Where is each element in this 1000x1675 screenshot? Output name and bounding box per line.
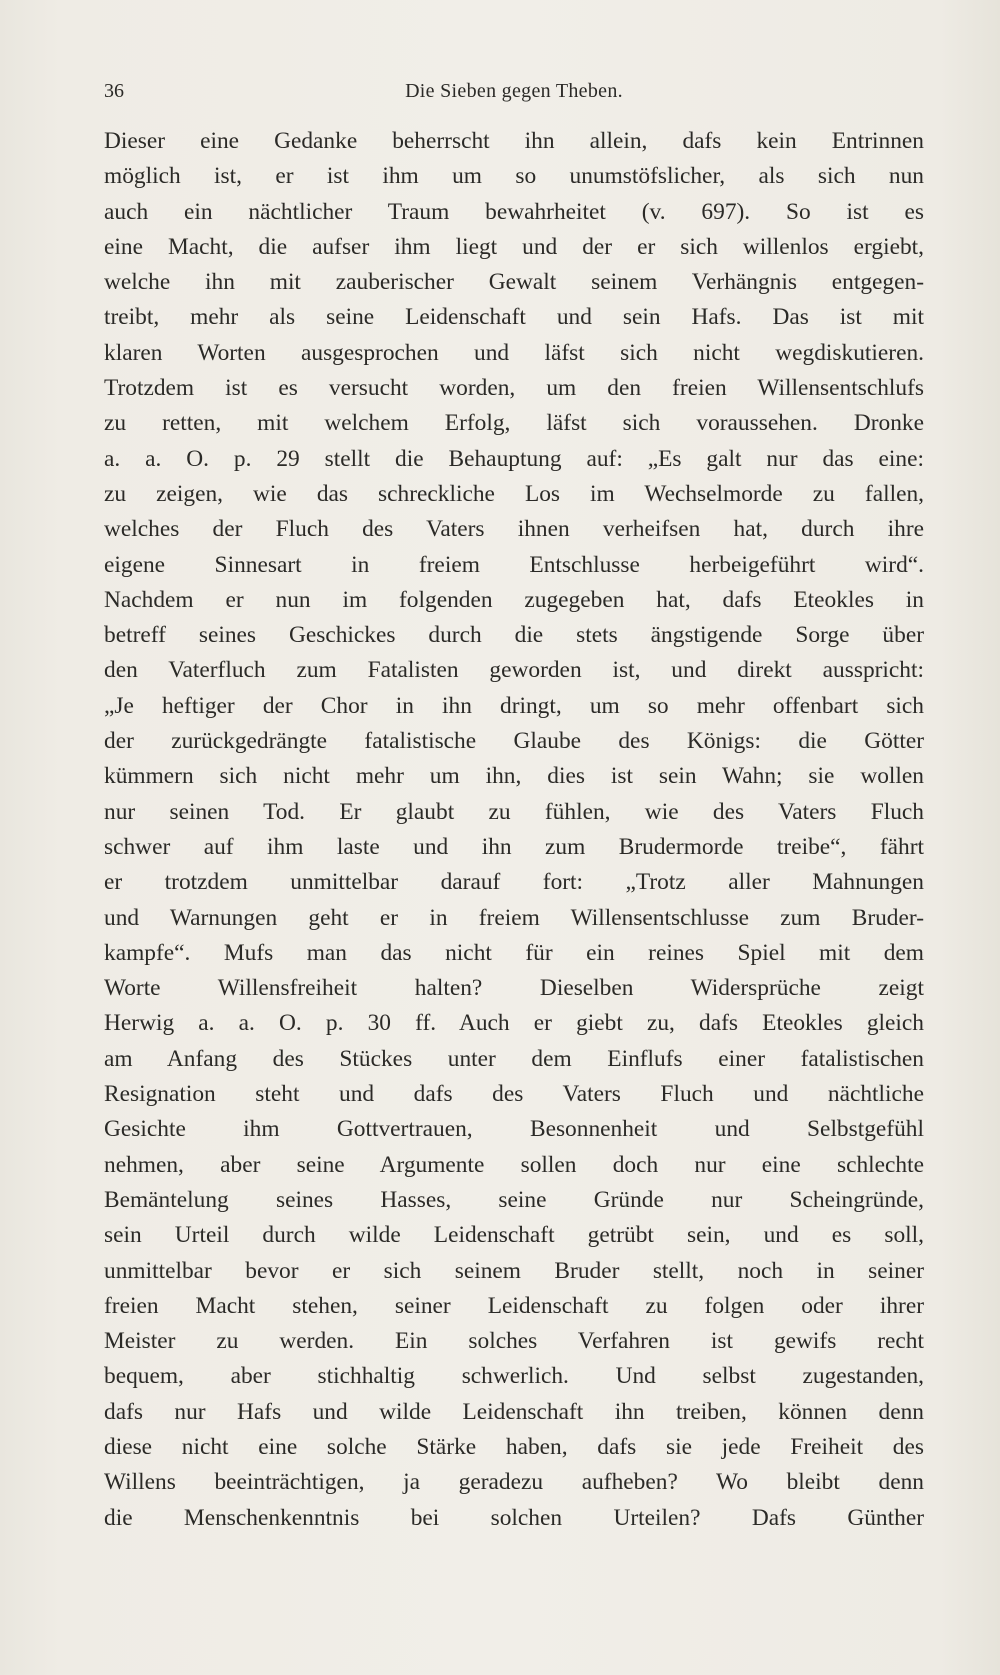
- text-line: „Je heftiger der Chor in ihn dringt, um so mehr offenbart sich: [104, 692, 924, 719]
- text-line: auch ein nächtlicher Traum bewahrheitet (v. 697). So ist es: [104, 198, 924, 225]
- text-line: zu zeigen, wie das schreckliche Los im Wechselmorde zu fallen,: [104, 480, 924, 507]
- text-line: nur seinen Tod. Er glaubt zu fühlen, wie des Vaters Fluch: [104, 798, 924, 825]
- text-line: welche ihn mit zauberischer Gewalt seinem Verhängnis entgegen-: [104, 269, 924, 296]
- text-line: Herwig a. a. O. p. 30 ff. Auch er giebt zu, dafs Eteokles gleich: [104, 1010, 924, 1037]
- page-header: [104, 74, 924, 114]
- text-line: Bemäntelung seines Hasses, seine Gründe nur Scheingründe,: [104, 1186, 924, 1213]
- text-line: Resignation steht und dafs des Vaters Fluch und nächtliche: [104, 1081, 924, 1108]
- text-line: sein Urteil durch wilde Leidenschaft getrübt sein, und es soll,: [104, 1222, 924, 1249]
- text-line: die Menschenkenntnis bei solchen Urteilen? Dafs Günther: [104, 1504, 924, 1531]
- text-line: schwer auf ihm laste und ihn zum Brudermorde treibe“, fährt: [104, 833, 924, 860]
- text-line: eine Macht, die aufser ihm liegt und der er sich willenlos ergiebt,: [104, 233, 924, 260]
- text-line: am Anfang des Stückes unter dem Einflufs einer fatalistischen: [104, 1045, 924, 1072]
- text-line: treibt, mehr als seine Leidenschaft und sein Hafs. Das ist mit: [104, 304, 924, 331]
- text-line: Worte Willensfreiheit halten? Dieselben Widersprüche zeigt: [104, 975, 924, 1002]
- text-line: welches der Fluch des Vaters ihnen verheifsen hat, durch ihre: [104, 516, 924, 543]
- text-line: bequem, aber stichhaltig schwerlich. Und selbst zugestanden,: [104, 1363, 924, 1390]
- text-line: eigene Sinnesart in freiem Entschlusse herbeigeführt wird“.: [104, 551, 924, 578]
- text-line: Dieser eine Gedanke beherrscht ihn allein, dafs kein Entrinnen: [104, 128, 924, 154]
- text-line: kümmern sich nicht mehr um ihn, dies ist sein Wahn; sie wollen: [104, 763, 924, 790]
- text-line: klaren Worten ausgesprochen und läfst sich nicht wegdiskutieren.: [104, 339, 924, 366]
- body-text: [104, 124, 924, 1536]
- text-line: kampfe“. Mufs man das nicht für ein reines Spiel mit dem: [104, 939, 924, 966]
- text-line: Willens beeinträchtigen, ja geradezu aufheben? Wo bleibt denn: [104, 1469, 924, 1496]
- text-line: zu retten, mit welchem Erfolg, läfst sich voraussehen. Dronke: [104, 410, 924, 437]
- text-line: der zurückgedrängte fatalistische Glaube des Königs: die Götter: [104, 728, 924, 755]
- text-line: betreff seines Geschickes durch die stets ängstigende Sorge über: [104, 622, 924, 649]
- text-line: diese nicht eine solche Stärke haben, dafs sie jede Freiheit des: [104, 1433, 924, 1460]
- text-line: möglich ist, er ist ihm um so unumstöfslicher, als sich nun: [104, 163, 924, 190]
- text-line: a. a. O. p. 29 stellt die Behauptung auf: „Es galt nur das eine:: [104, 445, 924, 472]
- text-line: freien Macht stehen, seiner Leidenschaft zu folgen oder ihrer: [104, 1292, 924, 1319]
- text-line: den Vaterfluch zum Fatalisten geworden ist, und direkt ausspricht:: [104, 657, 924, 684]
- text-line: dafs nur Hafs und wilde Leidenschaft ihn treiben, können denn: [104, 1398, 924, 1425]
- text-line: und Warnungen geht er in freiem Willensentschlusse zum Bruder-: [104, 904, 924, 931]
- text-line: Meister zu werden. Ein solches Verfahren ist gewifs recht: [104, 1328, 924, 1355]
- text-line: nehmen, aber seine Argumente sollen doch nur eine schlechte: [104, 1151, 924, 1178]
- running-head: Die Sieben gegen Theben.: [405, 80, 623, 102]
- page-number: 36: [104, 80, 124, 102]
- text-line: er trotzdem unmittelbar darauf fort: „Trotz aller Mahnungen: [104, 869, 924, 896]
- text-line: Trotzdem ist es versucht worden, um den freien Willensentschlufs: [104, 375, 924, 402]
- text-line: unmittelbar bevor er sich seinem Bruder stellt, noch in seiner: [104, 1257, 924, 1284]
- text-line: Nachdem er nun im folgenden zugegeben hat, dafs Eteokles in: [104, 586, 924, 613]
- text-line: Gesichte ihm Gottvertrauen, Besonnenheit und Selbstgefühl: [104, 1116, 924, 1143]
